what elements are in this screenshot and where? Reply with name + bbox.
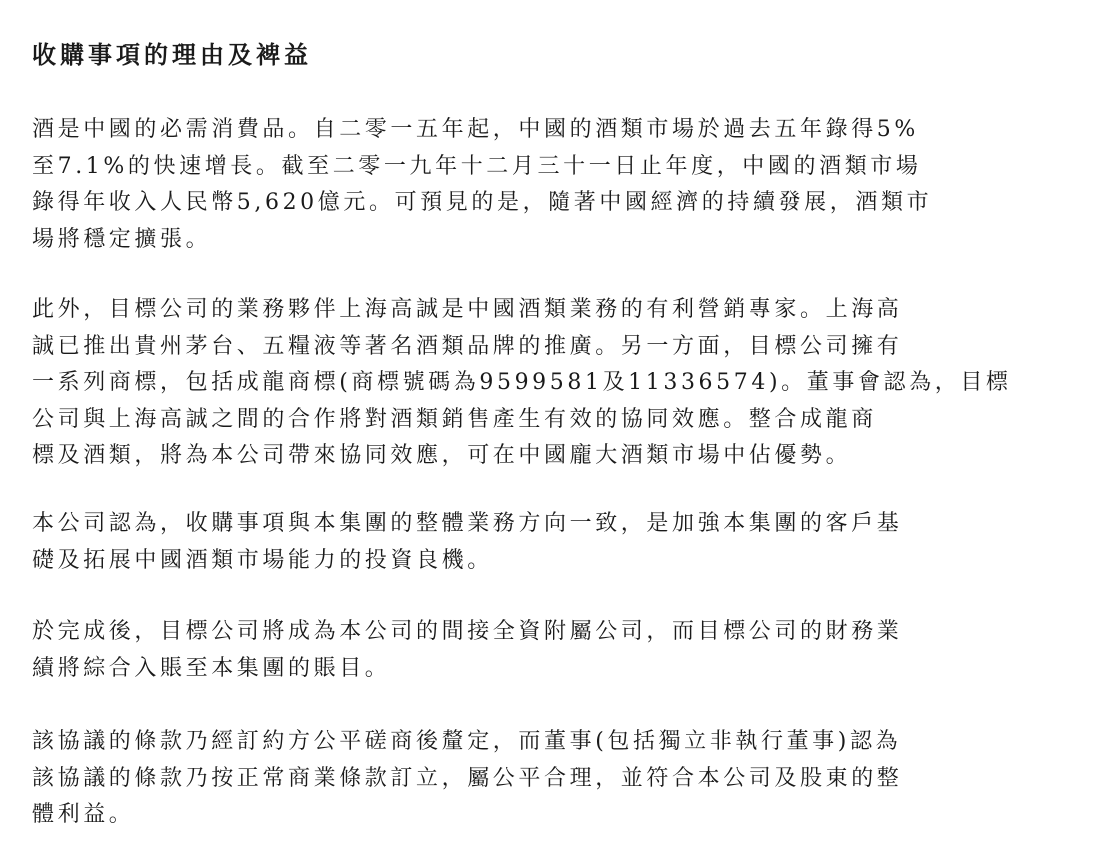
paragraph-line: 體利益。	[32, 802, 135, 827]
paragraph-line: 本公司認為，收購事項與本集團的整體業務方向一致，是加強本集團的客戶基	[32, 511, 903, 536]
paragraph-agreement-terms	[32, 724, 1062, 834]
paragraph-company-view	[32, 506, 1062, 579]
paragraph-line: 該協議的條款乃按正常商業條款訂立，屬公平合理，並符合本公司及股東的整	[32, 765, 903, 791]
paragraph-market-growth	[32, 112, 1062, 258]
paragraph-line: 礎及拓展中國酒類市場能力的投資良機。	[32, 547, 493, 573]
paragraph-line: 於完成後，目標公司將成為本公司的間接全資附屬公司，而目標公司的財務業	[32, 619, 903, 644]
paragraph-line: 該協議的條款乃經訂約方公平磋商後釐定，而董事(包括獨立非執行董事)認為	[32, 729, 902, 754]
paragraph-line: 此外，目標公司的業務夥伴上海高誠是中國酒類業務的有利營銷專家。上海高	[32, 297, 903, 322]
paragraph-line: 一系列商標，包括成龍商標(商標號碼為9599581及11336574)。董事會認為，目標	[32, 370, 1012, 395]
paragraph-line: 誠已推出貴州茅台、五糧液等著名酒類品牌的推廣。另一方面，目標公司擁有	[32, 333, 903, 359]
paragraph-completion	[32, 614, 1062, 687]
paragraph-line: 公司與上海高誠之間的合作將對酒類銷售產生有效的協同效應。整合成龍商	[32, 406, 877, 432]
paragraph-line: 績將綜合入賬至本集團的賬目。	[32, 655, 391, 681]
paragraph-line: 標及酒類，將為本公司帶來協同效應，可在中國龐大酒類市場中佔優勢。	[32, 443, 852, 468]
paragraph-line: 酒是中國的必需消費品。自二零一五年起，中國的酒類市場於過去五年錄得5%	[32, 117, 919, 142]
paragraph-business-partner	[32, 292, 1062, 475]
section-heading: 收購事項的理由及裨益	[32, 40, 312, 69]
paragraph-line: 場將穩定擴張。	[32, 226, 212, 252]
paragraph-line: 錄得年收入人民幣5,620億元。可預見的是，隨著中國經濟的持續發展，酒類市	[32, 190, 933, 215]
paragraph-line: 至7.1%的快速增長。截至二零一九年十二月三十一日止年度，中國的酒類市場	[32, 153, 922, 179]
